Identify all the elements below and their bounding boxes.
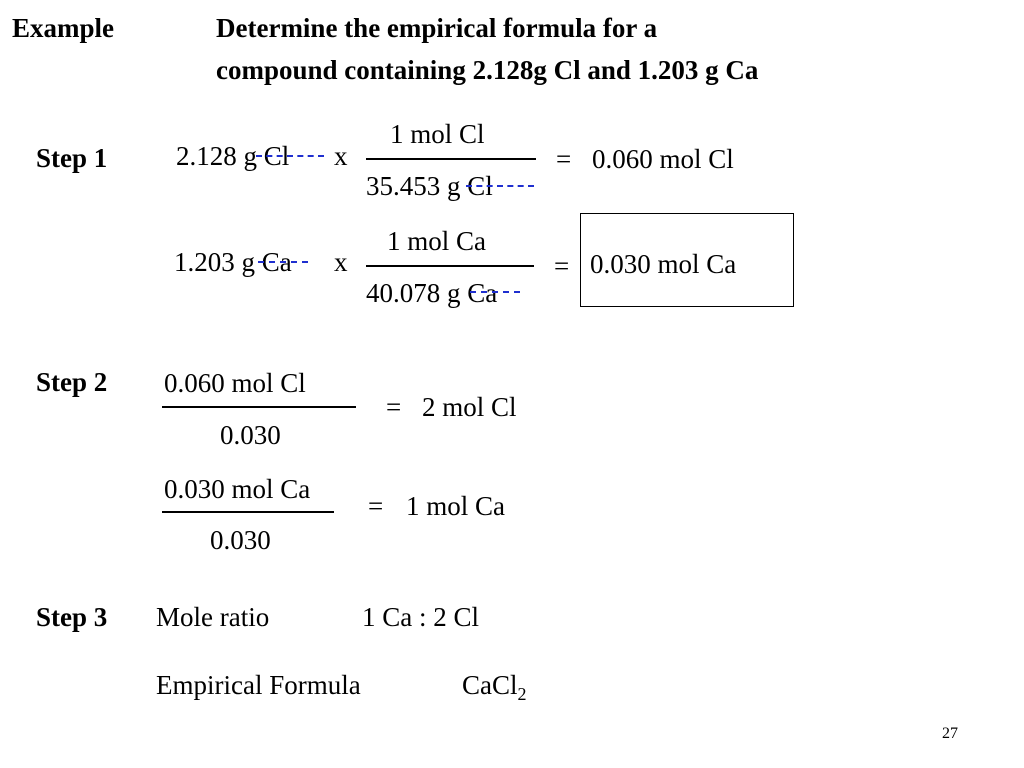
cl-ratio-equals-sign: = <box>386 392 402 422</box>
ca-ratio-equals-sign: = <box>368 491 384 521</box>
step-3-label: Step 3 <box>36 602 108 632</box>
ca-ratio-numerator: 0.030 mol Ca <box>164 474 311 504</box>
cl-denominator-cancel-mark <box>466 185 534 187</box>
mole-ratio-label: Mole ratio <box>156 602 270 632</box>
step-1-label: Step 1 <box>36 143 108 173</box>
problem-statement-line-1: Determine the empirical formula for a <box>216 13 658 43</box>
cl-moles-result: 0.060 mol Cl <box>592 144 734 174</box>
ca-unit-cancel-mark <box>258 261 308 263</box>
ca-mass: 1.203 g Ca <box>174 247 292 277</box>
empirical-formula-value <box>462 669 527 704</box>
ca-denominator-cancel-mark <box>470 291 520 293</box>
example-label: Example <box>12 13 115 43</box>
ca-conversion-denominator: 40.078 g Ca <box>366 278 498 308</box>
cl-ratio-result: 2 mol Cl <box>422 392 517 422</box>
cl-conversion-denominator: 35.453 g Cl <box>366 171 493 201</box>
formula-base: CaCl <box>462 670 518 700</box>
ca-ratio-denominator: 0.030 <box>210 525 271 555</box>
empirical-formula-label: Empirical Formula <box>156 670 361 700</box>
cl-ratio-numerator: 0.060 mol Cl <box>164 368 306 398</box>
problem-statement-line-2: compound containing 2.128g Cl and 1.203 g Ca <box>216 55 759 85</box>
ca-times-sign: x <box>334 247 348 277</box>
ca-conversion-numerator: 1 mol Ca <box>387 226 486 256</box>
cl-ratio-denominator: 0.030 <box>220 420 281 450</box>
cl-equals-sign: = <box>556 144 572 174</box>
step-2-label: Step 2 <box>36 367 108 397</box>
ca-ratio-result: 1 mol Ca <box>406 491 505 521</box>
cl-mass: 2.128 g Cl <box>176 141 290 171</box>
cl-conversion-numerator: 1 mol Cl <box>390 119 485 149</box>
cl-ratio-fraction-bar <box>162 406 356 408</box>
formula-subscript: 2 <box>517 684 527 704</box>
ca-moles-result: 0.030 mol Ca <box>590 249 737 279</box>
page-number: 27 <box>942 725 958 742</box>
cl-unit-cancel-mark <box>256 155 324 157</box>
ca-equals-sign: = <box>554 251 570 281</box>
ca-conversion-fraction-bar <box>366 265 534 267</box>
mole-ratio-value: 1 Ca : 2 Cl <box>362 602 480 632</box>
ca-ratio-fraction-bar <box>162 511 334 513</box>
cl-conversion-fraction-bar <box>366 158 536 160</box>
cl-times-sign: x <box>334 141 348 171</box>
